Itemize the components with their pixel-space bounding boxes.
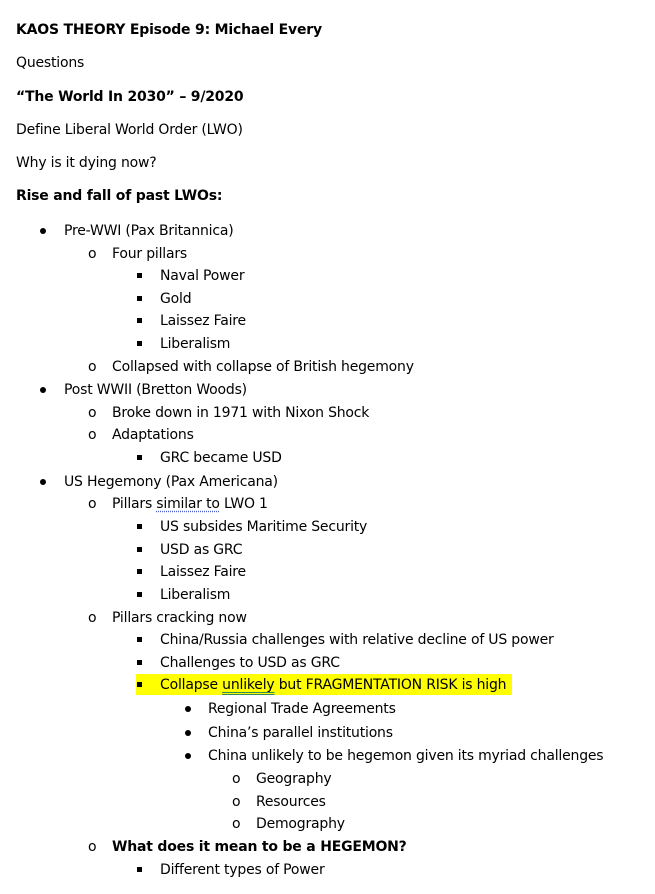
list-item: Demography xyxy=(256,816,345,832)
list-item: Pre-WWI (Pax Britannica) xyxy=(64,223,234,239)
list-item: Post WWII (Bretton Woods) xyxy=(64,382,247,398)
bullet-circle: o xyxy=(232,794,241,810)
bullet-square xyxy=(137,586,142,604)
bullet-circle: o xyxy=(232,771,241,787)
list-item: Liberalism xyxy=(160,336,231,352)
bullet-circle: o xyxy=(88,496,97,512)
list-item: Laissez Faire xyxy=(160,313,246,329)
rise-fall-heading: Rise and fall of past LWOs: xyxy=(16,188,223,204)
bullet-square xyxy=(137,654,142,672)
spell-flagged-text[interactable]: unlikely xyxy=(222,677,275,693)
list-item xyxy=(112,495,268,513)
bullet-disc xyxy=(185,700,191,718)
list-item: China/Russia challenges with relative decline of US power xyxy=(160,632,554,648)
list-item: Different types of Power xyxy=(160,862,325,878)
list-item: Laissez Faire xyxy=(160,564,246,580)
list-item: GRC became USD xyxy=(160,450,282,466)
list-item: US Hegemony (Pax Americana) xyxy=(64,474,278,490)
bullet-square xyxy=(137,335,142,353)
define-lwo-text: Define Liberal World Order (LWO) xyxy=(16,122,243,138)
bullet-circle: o xyxy=(88,839,97,855)
list-item: Gold xyxy=(160,291,192,307)
bullet-disc xyxy=(40,222,46,240)
list-item: Naval Power xyxy=(160,268,245,284)
bullet-square xyxy=(137,676,142,694)
bullet-square xyxy=(137,267,142,285)
list-item-highlighted xyxy=(160,676,506,694)
list-item: Broke down in 1971 with Nixon Shock xyxy=(112,405,370,421)
list-item: Challenges to USD as GRC xyxy=(160,655,340,671)
text-run: but FRAGMENTATION RISK is high xyxy=(274,677,507,693)
bullet-disc xyxy=(40,381,46,399)
text-run: Pillars xyxy=(112,496,157,512)
bullet-circle: o xyxy=(88,427,97,443)
bullet-square xyxy=(137,861,142,879)
list-item: Pillars cracking now xyxy=(112,610,247,626)
questions-heading: Questions xyxy=(16,55,85,71)
world-2030-heading: “The World In 2030” – 9/2020 xyxy=(16,89,244,105)
list-item: China’s parallel institutions xyxy=(208,725,393,741)
bullet-square xyxy=(137,631,142,649)
list-item: China unlikely to be hegemon given its myriad challenges xyxy=(208,748,604,764)
bullet-circle: o xyxy=(88,359,97,375)
bullet-square xyxy=(137,290,142,308)
list-item: USD as GRC xyxy=(160,542,243,558)
list-item: Regional Trade Agreements xyxy=(208,701,396,717)
list-item: Four pillars xyxy=(112,246,187,262)
bullet-square xyxy=(137,312,142,330)
list-item: Geography xyxy=(256,771,332,787)
bullet-square xyxy=(137,449,142,467)
list-item: Liberalism xyxy=(160,587,231,603)
bullet-circle: o xyxy=(88,405,97,421)
bullet-disc xyxy=(185,747,191,765)
list-item: What does it mean to be a HEGEMON? xyxy=(112,839,407,855)
list-item: Collapsed with collapse of British hegemony xyxy=(112,359,414,375)
bullet-square xyxy=(137,563,142,581)
bullet-circle: o xyxy=(88,246,97,262)
bullet-circle: o xyxy=(88,610,97,626)
list-item: US subsides Maritime Security xyxy=(160,519,368,535)
bullet-square xyxy=(137,518,142,536)
bullet-square xyxy=(137,541,142,559)
text-run: LWO 1 xyxy=(219,496,268,512)
why-dying-text: Why is it dying now? xyxy=(16,155,157,171)
bullet-circle: o xyxy=(232,816,241,832)
text-run: Collapse xyxy=(160,677,223,693)
doc-title: KAOS THEORY Episode 9: Michael Every xyxy=(16,22,322,38)
list-item: Resources xyxy=(256,794,326,810)
list-item: Adaptations xyxy=(112,427,194,443)
grammar-flagged-text[interactable]: similar to xyxy=(156,496,220,512)
bullet-disc xyxy=(40,473,46,491)
bullet-disc xyxy=(185,724,191,742)
